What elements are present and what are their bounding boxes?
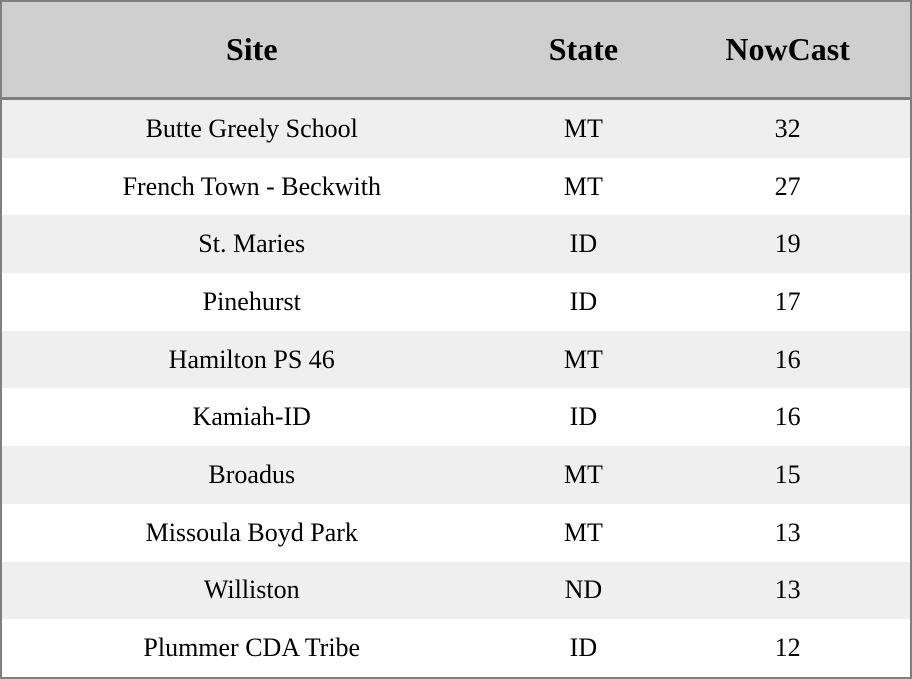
state-cell: ND — [564, 575, 603, 605]
state-cell: ID — [569, 633, 598, 663]
table-header — [1, 1, 911, 99]
column-header-state: State — [502, 1, 666, 99]
table-row — [1, 619, 911, 678]
state-cell: MT — [563, 517, 603, 547]
site-cell: Butte Greely School — [145, 113, 358, 143]
header-row — [1, 1, 911, 99]
site-cell: Williston — [203, 575, 300, 605]
state-cell: MT — [563, 344, 603, 374]
table-row — [1, 273, 911, 331]
nowcast-cell: 16 — [774, 402, 801, 432]
site-cell: Pinehurst — [202, 286, 301, 316]
nowcast-cell: 13 — [774, 575, 801, 605]
site-cell: St. Maries — [198, 229, 306, 259]
site-cell: Plummer CDA Tribe — [143, 633, 361, 663]
column-header-nowcast: NowCast — [665, 1, 911, 99]
state-cell: MT — [563, 460, 603, 490]
site-cell: Hamilton PS 46 — [168, 344, 335, 374]
site-cell: Kamiah-ID — [192, 402, 311, 432]
nowcast-cell: 17 — [774, 286, 801, 316]
table-row — [1, 99, 911, 158]
state-cell: MT — [563, 171, 603, 201]
state-cell: ID — [569, 286, 598, 316]
nowcast-cell: 12 — [774, 633, 801, 663]
site-cell: French Town - Beckwith — [122, 171, 381, 201]
table-body — [1, 99, 911, 679]
table-row — [1, 158, 911, 216]
state-cell: MT — [563, 113, 603, 143]
table-row — [1, 504, 911, 562]
table-row — [1, 331, 911, 389]
nowcast-cell: 27 — [774, 171, 801, 201]
table-row — [1, 446, 911, 504]
nowcast-cell: 15 — [774, 460, 801, 490]
state-cell: ID — [569, 402, 598, 432]
nowcast-cell: 19 — [774, 229, 801, 259]
site-cell: Broadus — [208, 460, 296, 490]
state-cell: ID — [569, 229, 598, 259]
nowcast-cell: 13 — [774, 517, 801, 547]
nowcast-cell: 32 — [774, 113, 801, 143]
table-row — [1, 562, 911, 620]
table-row — [1, 215, 911, 273]
table-row — [1, 388, 911, 446]
site-cell: Missoula Boyd Park — [145, 517, 358, 547]
column-header-site: Site — [1, 1, 502, 99]
nowcast-cell: 16 — [774, 344, 801, 374]
